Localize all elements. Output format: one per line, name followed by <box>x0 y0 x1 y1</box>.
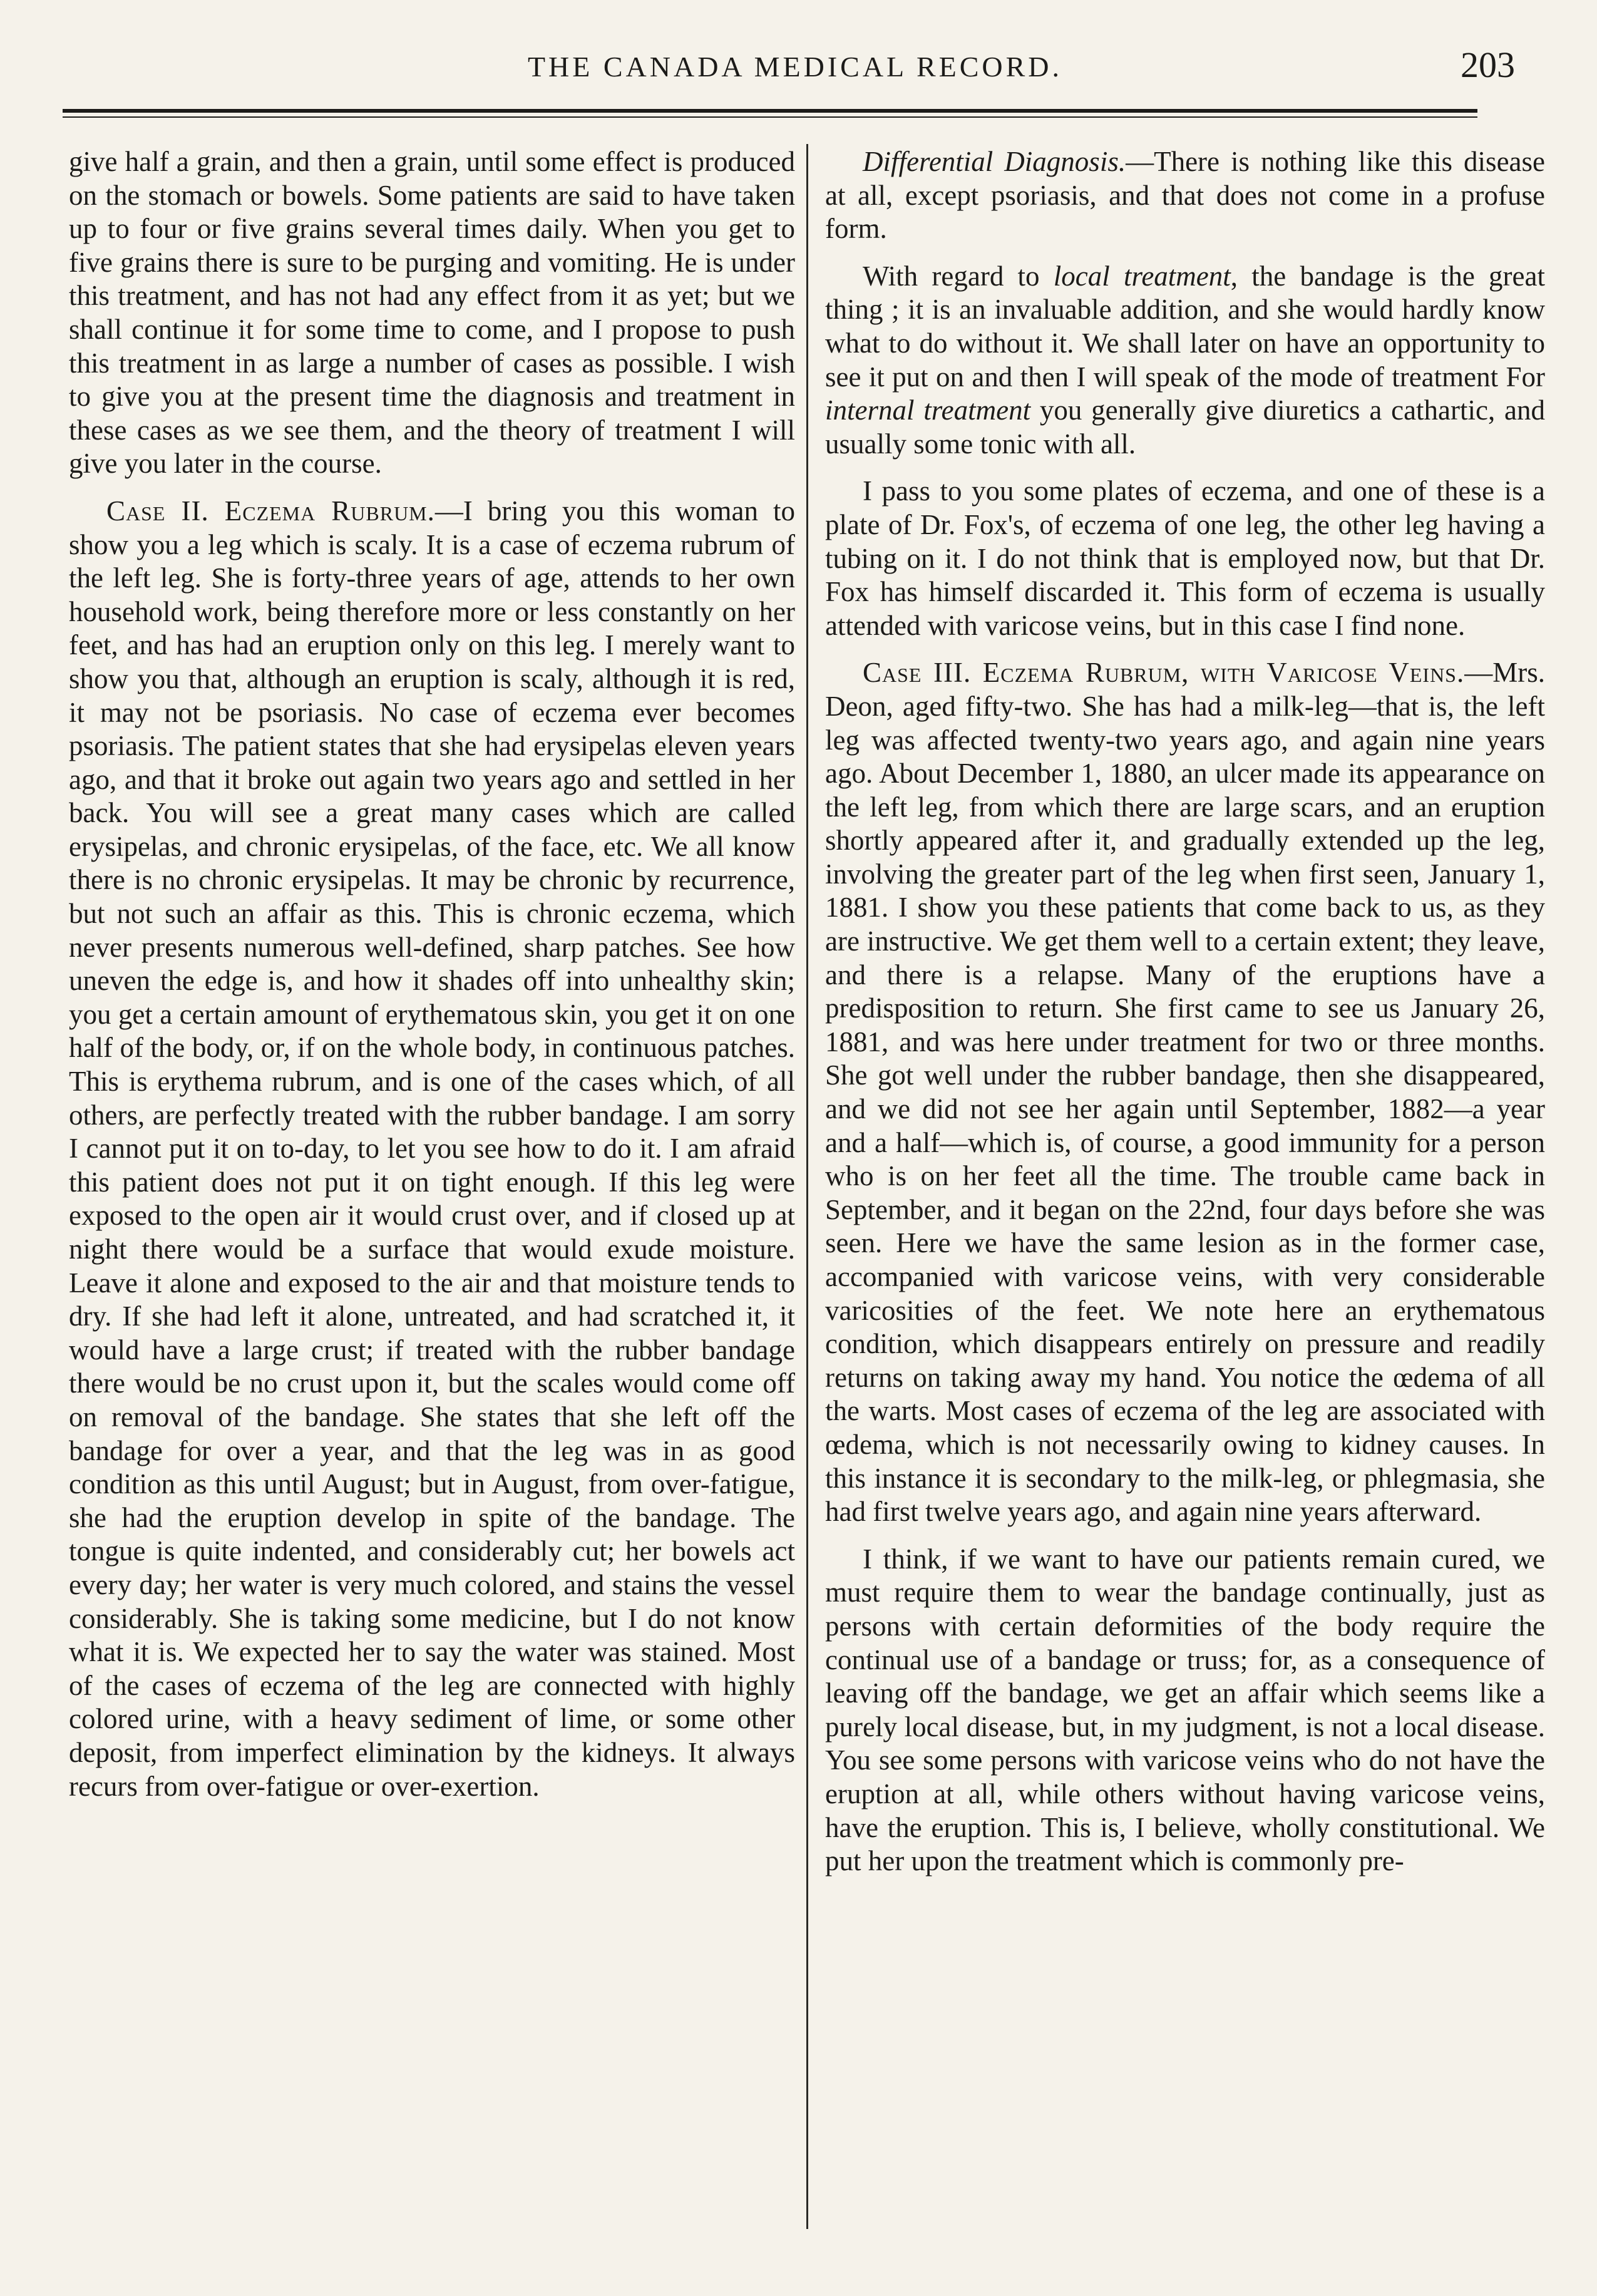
paragraph-body: —Mrs. Deon, aged fifty-two. She has had a milk-leg—that is, the left leg was affected twenty-two years ago, and again nine years ago. About December 1, 1880, an ulcer made its appearance on the left leg, from which there are large scars, and an eruption shortly appeared after it, and gradually extended up the leg, involving the greater part of the leg when first seen, January 1, 1881. I show you these patients that come back to us, as they are instructive. We get them well to a certain extent; they leave, and there is a relapse. Many of the eruptions have a predisposition to return. She first came to see us January 26, 1881, and was here under treatment for two or three months. She got well under the rubber bandage, then she disappeared, and we did not see her again until September, 1882—a year and a half—which is, of course, a good immunity for a person who is on her feet all the time. The trouble came back in September, and it began on the 22nd, four days before she was seen. Here we have the same lesion as in the former case, accompanied with varicose veins, with very considerable varicosities of the feet. We note here an erythematous condition, which disappears entirely on pressure and readily returns on taking away my hand. You notice the œdema of all the warts. Most cases of eczema of the leg are associated with œdema, which is not necessarily owing to kidney causes. In this instance it is secondary to the milk-leg, or phlegmasia, she had first twelve years ago, and again nine years afterward. <box>825 657 1545 1528</box>
case-heading: Case III. Eczema Rubrum, with Varicose Veins. <box>863 657 1465 689</box>
page-number: 203 <box>1461 44 1515 85</box>
page-header <box>56 38 1534 94</box>
paragraph-case-2 <box>69 495 795 1803</box>
running-head: THE CANADA MEDICAL RECORD. <box>527 51 1063 83</box>
text-run: you generally give diuretics a cathartic, and usually some tonic with all. <box>825 394 1545 460</box>
paragraph-treatment <box>825 260 1545 461</box>
paragraph: give half a grain, and then a grain, until some effect is produced on the stomach or bowels. Some patients are said to have taken up to four or five grains several times daily. When you get to five grains there is sure to be purging and vomiting. He is under this treatment, and has not had any effect from it as yet; but we shall continue it for some time to come, and I propose to push this treatment in as large a number of cases as possible. I wish to give you at the present time the diagnosis and treatment in these cases as we see them, and the theory of treatment I will give you later in the course. <box>69 146 795 480</box>
emphasis: local treatment <box>1053 260 1231 292</box>
paragraph-differential-diagnosis <box>825 145 1545 246</box>
header-rule-thick <box>63 109 1477 113</box>
case-heading: Case II. Eczema Rubrum. <box>106 495 435 527</box>
paragraph: I pass to you some plates of eczema, and one of these is a plate of Dr. Fox's, of eczema of one leg, the other leg having a tubing on it. I do not think that is employed now, but that Dr. Fox has himself discarded it. This form of eczema is usually attended with varicose veins, but in this case I find none. <box>825 475 1545 641</box>
emphasis: internal treatment <box>825 394 1031 426</box>
paragraph-case-3 <box>825 656 1545 1528</box>
paragraph: I think, if we want to have our patients remain cured, we must require them to wear the bandage continually, just as persons with certain deformities of the body require the continual use of a bandage or truss; for, as a consequence of leaving off the bandage, we get an affair which seems like a purely local disease, but, in my judgment, is not a local disease. You see some persons with varicose veins who do not have the eruption at all, while others without having varicose veins, have the eruption. This is, I believe, wholly constitutional. We put her upon the treatment which is commonly pre- <box>825 1543 1545 1877</box>
right-column <box>825 145 1545 1892</box>
left-column <box>69 145 795 1817</box>
paragraph-body: —There is nothing like this disease at all, except psoriasis, and that does not come in a profuse form. <box>825 146 1546 245</box>
paragraph-body: —I bring you this woman to show you a leg which is scaly. It is a case of eczema rubrum of the left leg. She is forty-three years of age, attends to her own household work, being therefore more or less constantly on her feet, and has had an eruption only on this leg. I merely want to show you that, although an eruption is scaly, although it is red, it may not be psoriasis. No case of eczema ever becomes psoriasis. The patient states that she had erysipelas eleven years ago, and that it broke out again two years ago and settled in her back. You will see a great many cases which are called erysipelas, and chronic erysipelas, of the face, etc. We all know there is no chronic erysipelas. It may be chronic by recurrence, but not such an affair as this. This is chronic eczema, which never presents numerous well-defined, sharp patches. See how uneven the edge is, and how it shades off into unhealthy skin; you get a certain amount of erythematous skin, you get it on one half of the body, or, if on the whole body, in continuous patches. This is erythema rubrum, and is one of the cases which, of all others, are perfectly treated with the rubber bandage. I am sorry I cannot put it on to-day, to let you see how to do it. I am afraid this patient does not put it on tight enough. If this leg were exposed to the open air it would crust over, and if closed up at night there would be a surface that would exude moisture. Leave it alone and exposed to the air and that moisture tends to dry. If she had left it alone, untreated, and had scratched it, it would have a large crust; if treated with the rubber bandage there would be no crust upon it, but the scales would come off on removal of the bandage. She states that she left off the bandage for over a year, and that the leg was in as good condition as this until August; but in August, from over-fatigue, she had the eruption develop in spite of the bandage. The tongue is quite indented, and considerably cut; her bowels act every day; her water is very much colored, and stains the vessel considerably. She is taking some medicine, but I do not know what it is. We expected her to say the water was stained. Most of the cases of eczema of the leg are connected with highly colored urine, with a heavy sediment of lime, or some other deposit, from imperfect elimination by the kidneys. It always recurs from over-fatigue or over-exertion. <box>69 495 795 1802</box>
text-run: With regard to <box>863 260 1054 292</box>
header-rule-thin <box>63 116 1477 118</box>
text-run: , the bandage is the great thing ; it is an invaluable addition, and she would hardly know what to do without it. We shall later on have an opportunity to see it put on and then I will speak of the mode of treatment For <box>825 260 1545 393</box>
section-heading: Differential Diagnosis. <box>863 146 1126 177</box>
column-divider <box>806 144 808 2229</box>
